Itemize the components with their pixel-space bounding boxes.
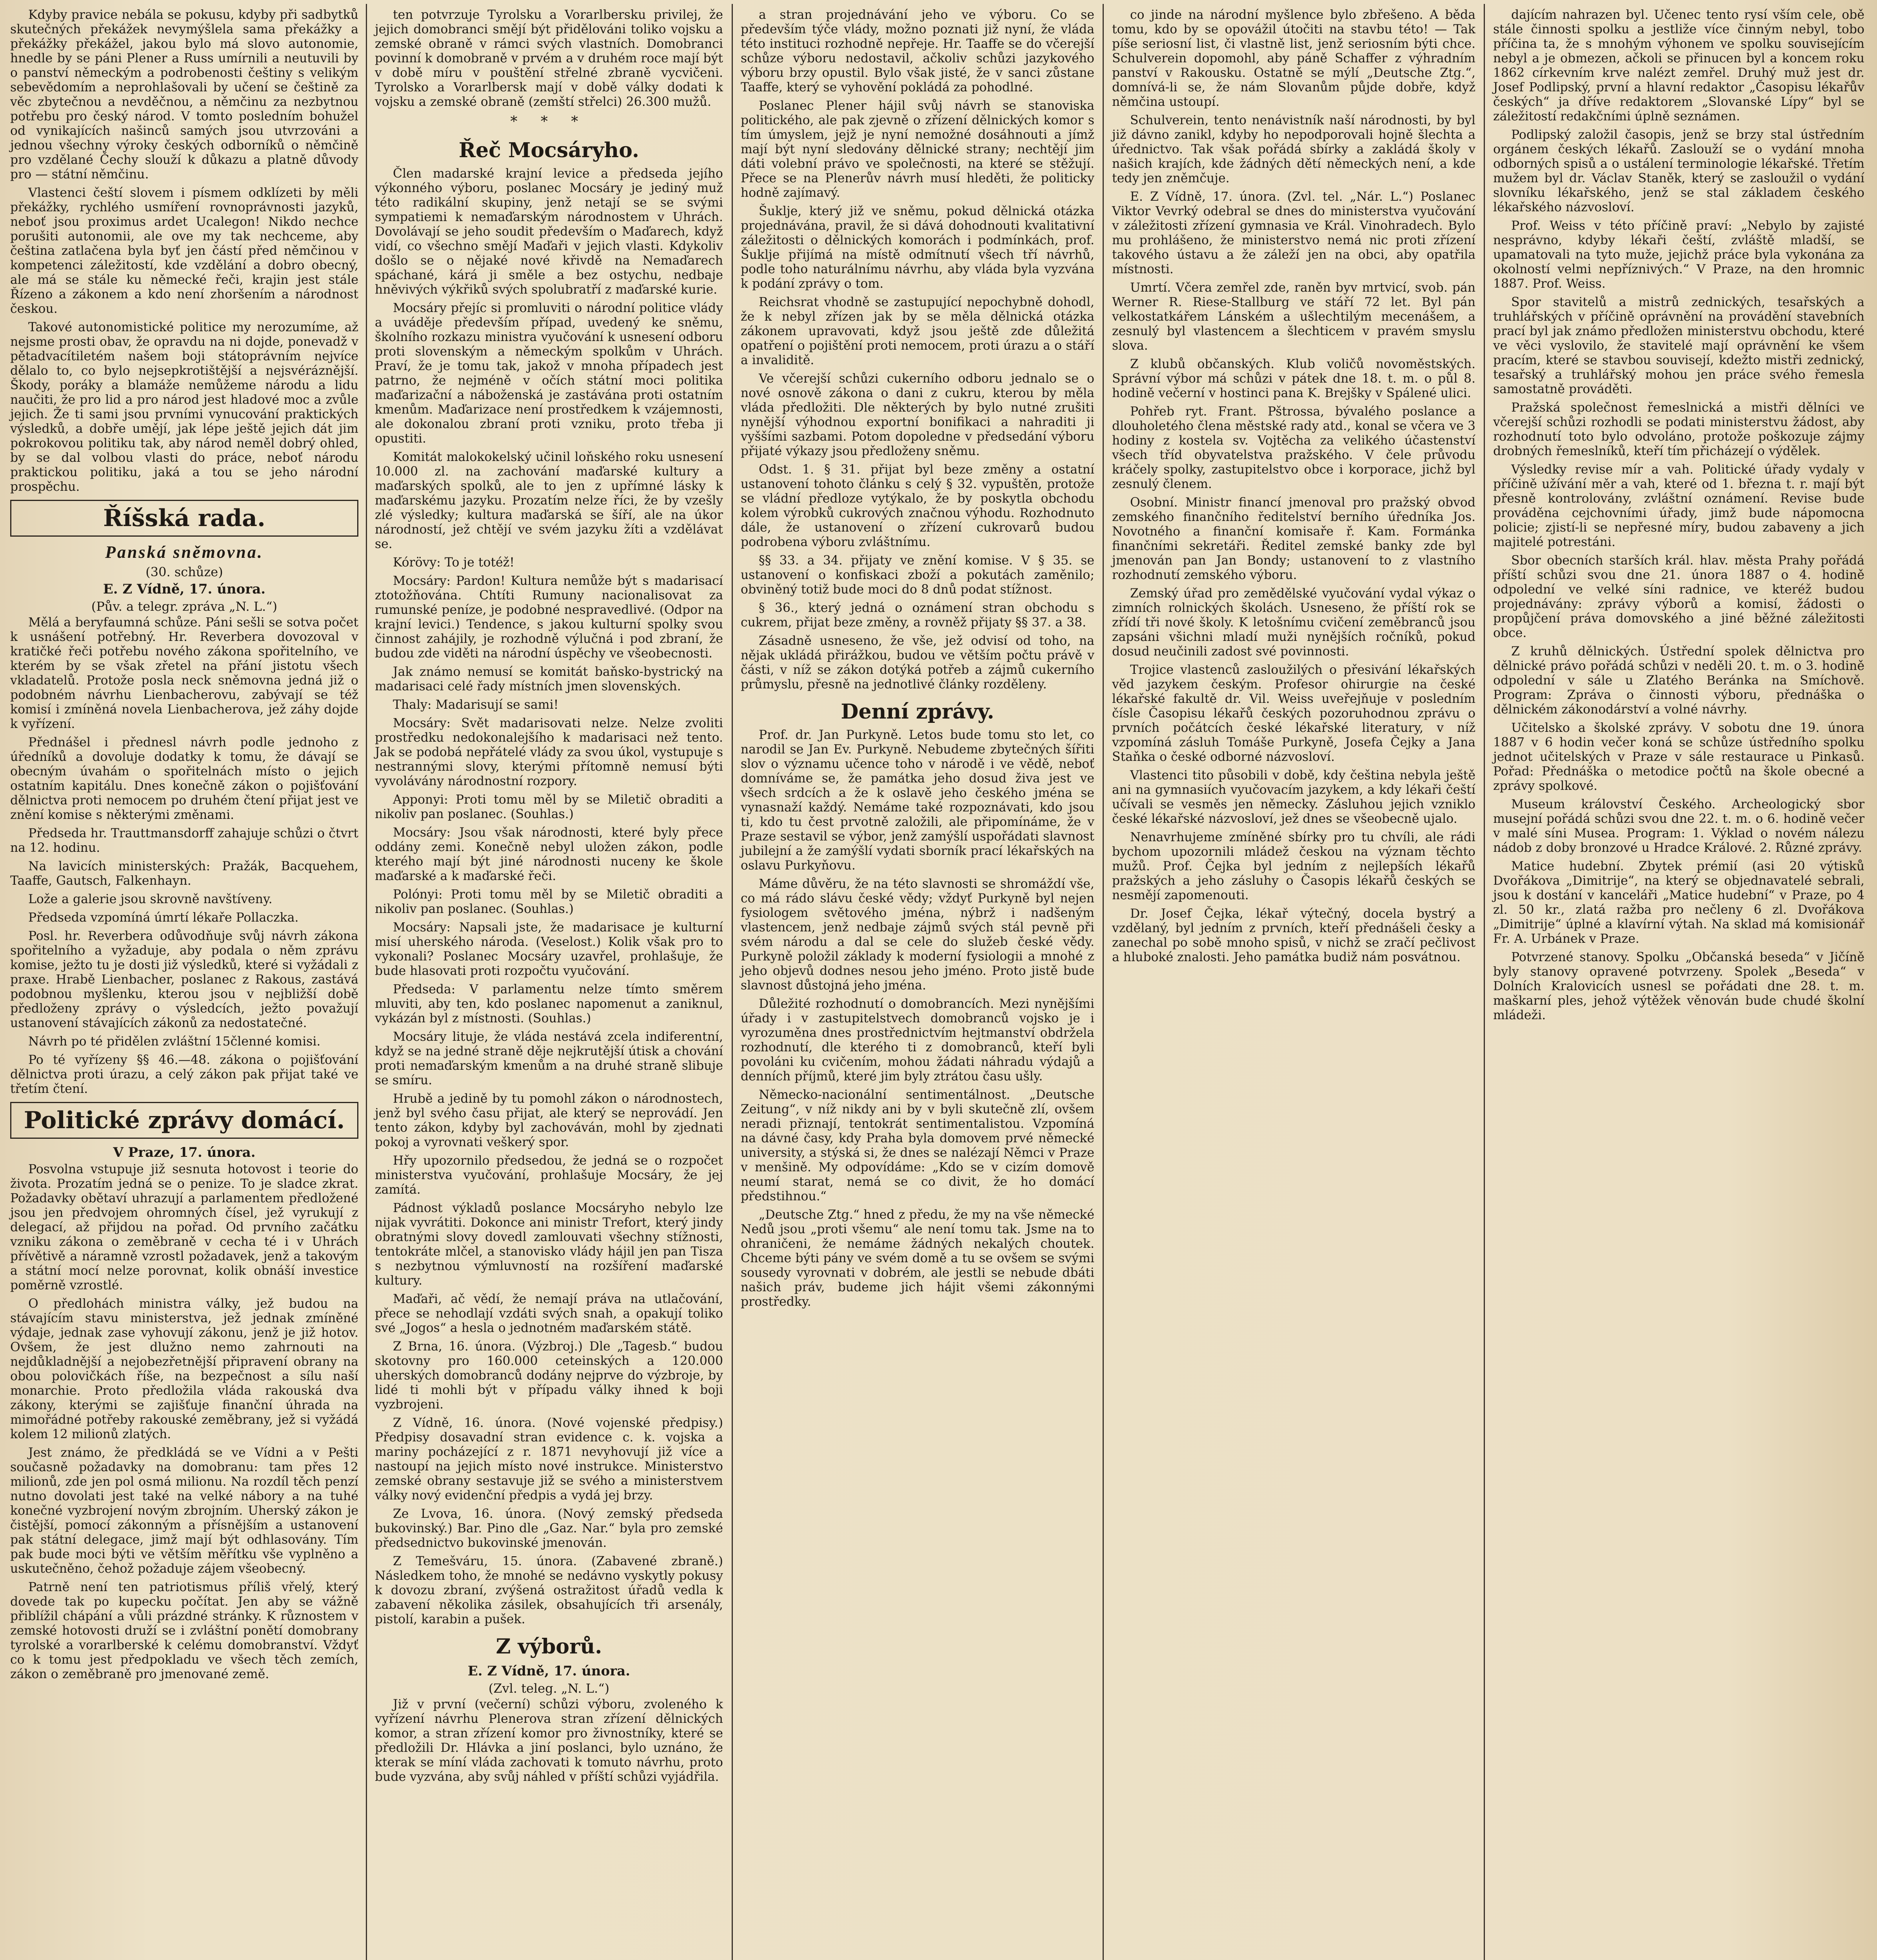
article-paragraph: Po té vyřízeny §§ 46.—48. zákona o pojišťování dělnictva proti úrazu, a celý zákon pak přijat také ve třetím čtení. bbox=[10, 1053, 358, 1096]
article-paragraph: Posvolna vstupuje již sesnuta hotovost i teorie do života. Prozatím jedná se o penize. To je sladce zkrat. Požadavky obětaví uhrazují a parlamentem předložené jsou jen předvojem ohromných čísel, jež vyrukují z delegací, až přijdou na pořad. Od prvního začátku vzniku zákona o zeměbraně v cecha té i v Uhrách přívětivě a náramně vzrostl požadavek, jenž a takovým a státní mocí nelze porovnat, kolik obnáší investice poměrně vzrostlé. bbox=[10, 1162, 358, 1292]
article-heading: Z výborů. bbox=[496, 1635, 602, 1659]
article-paragraph: Mocsáry lituje, že vláda nestává zcela indiferentní, když se na jedné straně děje nejkrutější útisk a chování proti nemaďarským kmenům a na druhé straně slibuje se smíru. bbox=[375, 1030, 723, 1087]
article-paragraph: Prof. dr. Jan Purkyně. Letos bude tomu sto let, co narodil se Jan Ev. Purkyně. Nebudeme zbytečných šířiti slov o významu učence toho v národě i ve vědě, neboť domníváme se, že památka jeho dosud živa jest ve všech srdcích a že k oslavě jeho českého jména se vynasnaží každý. Nemáme také rozpoznávati, kdo jsou ti, kdo tu čest prvotně založili, ale připomínáme, že v Praze sestavil se výbor, jenž zamýšlí uspořádati slavnost jubilejní a že zamýšlí vydati sborník prací lékařských na oslavu Purkyňovu. bbox=[741, 728, 1094, 873]
article-paragraph: Důležité rozhodnutí o domobrancích. Mezi nynějšími úřady i v zastupitelstvech domobranců vojsko je i vyrozuměna dnes prostřednictvím hejtmanství obdržela rozhodnutí, dle kterého ti z domobranců, kteří byli povoláni ku cvičením, mohou žádati náhradu výdajů a denních příjmů, které jim byly ztrátou času ušly. bbox=[741, 997, 1094, 1083]
article-paragraph: Komitát malokokelský učinil loňského roku usnesení 10.000 zl. na zachování maďarské kultury a maďarských spolků, ale to jen z upřímné lásky k maďarskému jazyku. Prozatím nelze říci, že by vzešly zlé výsledky; kultura maďarská se šíří, ale na úkor národností, jež chtějí ve svém jazyku žíti a vzdělávat se. bbox=[375, 450, 723, 551]
article-paragraph: Mělá a beryfaumná schůze. Páni sešli se sotva počet k usnášení potřebný. Hr. Reverbera dovozoval v kratičké řeči potřebu nového zákona spořitelního, ve kterém by se však zřetel na přání jistotu všech vkladatelů. Protože posla neck sněmovna jedná již o podobném návrhu Lienbacherovu, zabývají se též komisí i zmíněná novela Lienbacherova, jež záhy dojde k vyřízení. bbox=[10, 615, 358, 731]
article-paragraph: Hrubě a jedině by tu pomohl zákon o národnostech, jenž byl svého času přijat, ale který se neprovádí. Jen tento zákon, kdyby byl zachováván, mohl by zjednati pokoj a vyrovnati veškerý spor. bbox=[375, 1092, 723, 1149]
article-paragraph: Takové autonomistické politice my nerozumíme, až nejsme prosti obav, že opravdu na ni dojde, ponevadž v pětadvacítiletém našem boji státoprávním nejvíce dělalo to, co bylo nejsepkrotištější a nejsvéráznější. Škody, poráky a blamáže nemůžeme národu a lidu naučiti, že pro lid a pro národ jest hladové moc a zvůle jejich. Že ti sami jsou prvními vynucování praktických výsledků, a dobře umějí, jak lépe ještě jejich dát jim pokrokovou politiku tak, aby národ neměl dobrý ohled, by se dal volbou vlasti do práce, neboť národu praktickou politiku, jaká a tou se jeho národní prospěchu. bbox=[10, 320, 358, 494]
section-heading: Politické zprávy domácí. bbox=[10, 1102, 358, 1139]
article-paragraph: Lože a galerie jsou skrovně navštíveny. bbox=[28, 892, 273, 906]
article-paragraph: Poslanec Plener hájil svůj návrh se stanoviska politického, ale pak zjevně o zřízení dělnických komor s tím úmyslem, jejž je nyní nemožné dosáhnouti a jímž mají být nyní sledovány dělnické strany; nechtějí jim dáti volební právo ve společnosti, na které se stěžují. Přece se na Plenerův návrh musí hleděti, že politicky hodně zajímavý. bbox=[741, 99, 1094, 200]
article-paragraph: Zemský úřad pro zemědělské vyučování vydal výkaz o zimních rolnických školách. Usneseno, že příští rok se zřídí tři nové školy. K letošnímu cvičení zeměbranců jsou zapsáni všichni mladí muži nynějších ročníků, pokud dosud neučinili zadost své povinnosti. bbox=[1112, 586, 1475, 659]
article-paragraph: Matice hudební. Zbytek prémií (asi 20 výtisků Dvořákova „Dimitrije“, na který se objednavatelé sebrali, jsou k dostání v kanceláři „Matice hudební“ v Praze, po 4 zl. 50 kr., zlatá ražba pro nečleny 6 zl. Dvořákova „Dimitrije“ úplné a klavírní výtah. Na sklad má komisionář Fr. A. Urbánek v Praze. bbox=[1493, 859, 1864, 946]
article-paragraph: Předseda hr. Trauttmansdorff zahajuje schůzi o čtvrt na 12. hodinu. bbox=[10, 826, 358, 855]
article-paragraph: Z Vídně, 16. února. (Nové vojenské předpisy.) Předpisy dosavadní stran evidence c. k. vojska a mariny pocházející z r. 1871 nevyhovují již více a nastoupí na jejich místo nové instrukce. Ministerstvo zemské obrany sestavuje již se svého a ministerstvem války nový evidenční předpis a vydá jej brzy. bbox=[375, 1416, 723, 1503]
article-paragraph: Výsledky revise mír a vah. Politické úřady vydaly v příčině užívání měr a vah, které od 1. března t. r. mají být přesně kontrolovány, zvláštní oznámení. Revise bude prováděna cejchovními úřady, jimž bude nápomocna policie; zjistí-li se nepřesné míry, budou zabaveny a jich majitelé potrestáni. bbox=[1493, 463, 1864, 549]
article-paragraph: § 36., který jedná o oznámení stran obchodu s cukrem, přijat beze změny, a rovněž přijaty §§ 37. a 38. bbox=[741, 601, 1094, 630]
article-paragraph: Dr. Josef Čejka, lékař výtečný, docela bystrý a vzdělaný, byl jedním z prvních, kteří přednášeli česky a zanechal po sobě mnoho spisů, v nichž se zračí pečlivost a hluboké znalosti. Jeho památka budiž nám posvátnou. bbox=[1112, 907, 1475, 964]
centered-note: (30. schůze) bbox=[145, 564, 223, 579]
article-paragraph: Hřy upozornilo předsedou, že jedná se o rozpočet ministerstva vyučování, prohlašuje Mocsáry, že jej zamítá. bbox=[375, 1154, 723, 1197]
article-paragraph: Zásadně usneseno, že vše, jež odvisí od toho, na nějak ukládá přirážkou, budou ve větším počtu právě v části, v níž se zákon dotýká potřeb a zájmů cukerního průmyslu, přesně na jednotlivé články rozděleny. bbox=[741, 634, 1094, 691]
article-paragraph: Z kruhů dělnických. Ústřední spolek dělnictva pro dělnické právo pořádá schůzi v neděli 20. t. m. o 3. hodině odpolední v sále u Zlatého Beránka na Smíchově. Program: Zpráva o činnosti výboru, přednáška o dělnickém zákonodárství a volné návrhy. bbox=[1493, 644, 1864, 717]
article-paragraph: Umrtí. Včera zemřel zde, raněn byv mrtvicí, svob. pán Werner R. Riese-Stallburg ve stáří 72 let. Byl pán velkostatkářem Lánském a ušlechtilým mecenášem, a zesnulý byl vlastencem a šlechticem v pravém smyslu slova. bbox=[1112, 281, 1475, 353]
column-3 bbox=[735, 8, 1100, 1960]
article-paragraph: Reichsrat vhodně se zastupující nepochybně dohodl, že k nebyl zřízen jak by se měla dělnická otázka zákonem upravovati, když jsou ještě zde důležitá opatření o pojištění proti nemocem, proti úrazu a o stáří a invaliditě. bbox=[741, 295, 1094, 367]
article-paragraph: Osobní. Ministr financí jmenoval pro pražský obvod zemského finančního ředitelství berního úředníka Jos. Novotného a finanční komisaře ř. Kam. Formánka finančními sekretáři. Ředitel zemské banky zde byl jmenován pan Jan Bondy; ustanovení to z vlastního rozhodnutí zemského výboru. bbox=[1112, 495, 1475, 582]
article-heading: Řeč Mocsáryho. bbox=[458, 138, 640, 162]
article-paragraph: Odst. 1. § 31. přijat byl beze změny a ostatní ustanovení tohoto článku s celý § 32. vypuštěn, protože se vládní předloze vytýkalo, že by poskytla obchodu kolem výrobků cukrových značnou výhodu. Rozhodnuto dále, že ustanovení o zřízení cukrovarů budou podrobena výboru zvláštnímu. bbox=[741, 463, 1094, 549]
article-paragraph: Na lavicích ministerských: Pražák, Bacquehem, Taaffe, Gautsch, Falkenhayn. bbox=[10, 859, 358, 888]
article-paragraph: Německo-nacionální sentimentálnost. „Deutsche Zeitung“, v níž nikdy ani by v byli skutečně zlí, ovšem neradi přiznají, tentokrát sentimentalistou. Vzpomíná na dávné časy, kdy Praha byla domovem prvé německé university, a stýská si, že dnes se nalézají Němci v Praze v menšině. My odpovídáme: „Kdo se v cizím domově neumí starat, nemá se co divit, že ho domácí předstihnou.“ bbox=[741, 1088, 1094, 1203]
article-paragraph: Z klubů občanských. Klub voličů novoměstských. Správní výbor má schůzi v pátek dne 18. t. m. o půl 8. hodině večerní v hostinci pana K. Brejšky v Spálené ulici. bbox=[1112, 357, 1475, 400]
article-paragraph: Mocsáry: Napsali jste, že madarisace je kulturní misí uherského národa. (Veselost.) Kolik však pro to vykonali? Poslanec Mocsáry uzavřel, prohlašuje, že bude hlasovati proti rozpočtu vyučování. bbox=[375, 920, 723, 978]
centered-note: (Zvl. teleg. „N. L.“) bbox=[488, 1681, 610, 1696]
article-paragraph: Z Brna, 16. února. (Výzbroj.) Dle „Tagesb.“ budou skotovny pro 160.000 ceteinských a 120.000 uherských domobranců dodány nejprve do výzbroje, by lidé ti mohli být v případu války ihned k boji vyzbrojeni. bbox=[375, 1339, 723, 1412]
article-paragraph: Předseda: V parlamentu nelze tímto směrem mluviti, aby ten, kdo poslanec napomenut a zaniknul, vykázán byl z místnosti. (Souhlas.) bbox=[375, 982, 723, 1025]
article-paragraph: Šuklje, který již ve sněmu, pokud dělnická otázka projednávána, pravil, že si dává dohodnouti kvalitativní záležitosti o dělnických komorách i podmínkách, prof. Šuklje přijímá na místě odmítnutí všech tří návrhů, podle toho naturálnímu návrhu, aby vláda byla vyzvána k podání zprávy o tom. bbox=[741, 204, 1094, 291]
article-paragraph: Kórövy: To je totéž! bbox=[393, 555, 515, 570]
article-paragraph: Ze Lvova, 16. února. (Nový zemský předseda bukovinský.) Bar. Pino dle „Gaz. Nar.“ byla pro zemské předsednictvo bukovinské jmenován. bbox=[375, 1507, 723, 1550]
dateline: E. Z Vídně, 17. února. bbox=[467, 1663, 631, 1679]
column-rule bbox=[366, 4, 367, 1960]
article-paragraph: Mocsáry: Pardon! Kultura nemůže být s madarisací ztotožňována. Chtíti Rumuny nacionalisovat za rumunské peníze, je podobné nespravedlivé. (Odpor na krajní levici.) Tendence, s jakou kulturní spolky svou činnost zahájily, je rozhodně výlučná i pod zbraní, že budou zde viděti na národní úspěchy ve všeobecnosti. bbox=[375, 574, 723, 661]
article-paragraph: Patrně není ten patriotismus příliš vřelý, který dovede tak po kupecku počítat. Jen aby se vážně přiblížil chápání a vůli prázdné stránky. K různostem v zemské hotovosti druží se i zvláštní ponětí domobrany tyrolské a vorarlberské k celému domobranství. Vždyť co k tomu jest předpokladu ve všech těch zemích, zákon o zeměbraně pro jmenované země. bbox=[10, 1580, 358, 1681]
column-5 bbox=[1488, 8, 1870, 1960]
article-paragraph: Pohřeb ryt. Frant. Pštrossa, bývalého poslance a dlouholetého člena městské rady atd., konal se včera ve 3 hodiny z kostela sv. Vojtěcha za velikého účastenství všech tříd obyvatelstva pražského. V čele průvodu kráčely spolky, zastupitelstvo obce i korporace, jichž byl zesnulý členem. bbox=[1112, 405, 1475, 491]
centered-note: (Pův. a telegr. zpráva „N. L.“) bbox=[91, 599, 278, 614]
article-paragraph: Thaly: Madarisují se sami! bbox=[393, 698, 559, 712]
article-paragraph: Pražská společnost řemeslnická a mistři dělníci ve včerejší schůzi rozhodli se podati ministerstvu žádost, aby rozhodnutí toto bylo odvoláno, protože poškozuje zájmy drobných řemeslníků, kteří tím přicházejí o výdělek. bbox=[1493, 401, 1864, 458]
article-paragraph: Potvrzené stanovy. Spolku „Občanská beseda“ v Jičíně byly stanovy opravené potvrzeny. Spolek „Beseda“ v Dolních Kralovicích usnesl se pořádati dne 28. t. m. maškarní ples, jehož výtěžek věnován bude chudé školní mládeži. bbox=[1493, 950, 1864, 1022]
column-1 bbox=[5, 8, 364, 1960]
article-paragraph: Člen madarské krajní levice a předseda jejího výkonného výboru, poslanec Mocsáry je jediný muž této radikální skupiny, jenž netají se se svými sympatiemi k nemaďarským národnostem v Uhrách. Dovolávají se jeho soudit především o Maďarech, když vidí, co všechno smějí Maďaři v jejich vlasti. Kdykoliv došlo se o nějaké nové křivdě na Nemaďarech spáchané, kárá ji směle a bez ostychu, nedbaje hněvivých výkřiků svých spolubratří z maďarské kurie. bbox=[375, 167, 723, 297]
article-paragraph: O předlohách ministra války, jež budou na stávajícím stavu ministerstva, jež jednak zmíněné výdaje, jednak zase vyhovují zákonu, jenž je již hotov. Ovšem, že jest dlužno nemo zahrnouti na nejdůkladnější a nejobezřetnější připravení obrany na obou polovičkách říše, na bezpečnost a sílu naší monarchie. Proto předložila vláda rakouská dva zákony, kterými se zajišťuje finanční úhrada na mimořádné potřeby rakouské zeměbrany, jež si vyžádá kolem 12 milionů zlatých. bbox=[10, 1297, 358, 1441]
article-paragraph: Mocsáry přejíc si promluviti o národní politice vlády a uváděje především případ, uvedený ke sněmu, školního rozkazu ministra vyučování k usnesení odboru proti slovenským a německým spolkům v Uhrách. Praví, že je tomu tak, jakož v mnoha případech jest patrno, že nejméně v očích státní moci politika maďarizační a náboženská je zastávána proti ostatním kmenům. Maďarizace není prostředkem k vzájemnosti, ale dokonalou zbraní proti vzniku, proto třeba ji opustiti. bbox=[375, 301, 723, 446]
article-paragraph: Návrh po té přidělen zvláštní 15členné komisi. bbox=[28, 1034, 321, 1049]
article-paragraph: Maďaři, ač vědí, že nemají práva na utlačování, přece se nehodlají vzdáti svých snah, a opakují toliko své „Jogos“ a hesla o jednotném maďarském státě. bbox=[375, 1292, 723, 1335]
article-paragraph: Ve včerejší schůzi cukerního odboru jednalo se o nové osnově zákona o dani z cukru, kterou by měla vláda předložiti. Dle některých by bylo nutné zrušiti nynější výhodnou exportní bonifikaci a nahraditi ji vyššími sazbami. Potom dopoledne v předsedání výboru přijaté výkazy jsou předloženy sněmu. bbox=[741, 372, 1094, 458]
article-paragraph: E. Z Vídně, 17. února. (Zvl. tel. „Nár. L.“) Poslanec Viktor Vevrký odebral se dnes do ministerstva vyučování v záležitosti zřízení gymnasia ve Král. Vinohradech. Bylo mu prohlášeno, že ministerstvo nemá nic proti zřízení takového ústavu a že záleží jen na obci, aby opatřila místnosti. bbox=[1112, 190, 1475, 276]
section-heading: Říšská rada. bbox=[10, 500, 358, 537]
article-paragraph: Prof. Weiss v této příčině praví: „Nebylo by zajisté nesprávno, kdyby lékaři čeští, zvláště mladší, se upamatovali na tyto muže, jejichž práce byla vykonána za okolností velmi nepříznivých.“ V Praze, na den hromnic 1887. Prof. Weiss. bbox=[1493, 219, 1864, 291]
article-paragraph: §§ 33. a 34. přijaty ve znění komise. V § 35. se ustanovení o konfiskaci zboží a pokutách zaměnilo; obviněný totiž bude moci do 8 dnů podat stížnost. bbox=[741, 554, 1094, 597]
article-paragraph: Jest známo, že předkládá se ve Vídni a v Pešti současně požadavky na domobranu: tam přes 12 milionů, zde jen pol osmá milionu. Na rozdíl těch penzí nutno dovolati jest také na velké nábory a na tuhé konečné vyzbrojení novým zbrojním. Uherský zákon je čistější, pomocí zákonným a přísnějším a ustanovení pak státní delegace, jimž mají být odhlasovány. Tím pak bude moci býti ve větším měřítku vše vyplněno a uskutečněno, čehož požaduje zájem všeobecný. bbox=[10, 1446, 358, 1576]
article-paragraph: ten potvrzuje Tyrolsku a Vorarlbersku privilej, že jejich domobranci smějí být přidělováni toliko vojsku a zemské obraně v rámci svých vlastních. Domobranci povinní k domobraně v prvém a v druhém roce mají být v době míru v pouštění střelné zbraně vycvičeni. Tyrolsko a Vorarlbersk mají v době války dodati k vojsku a zemské obraně (zemští střelci) 26.300 mužů. bbox=[375, 8, 723, 109]
article-paragraph: Posl. hr. Reverbera odůvodňuje svůj návrh zákona spořitelního a vyžaduje, aby podala o něm zprávu komise, ježto tu je dosti již výsledků, které si vyžádali z praxe. Hrabě Lienbacher, poslanec z Rakous, zastává podobnou myšlenku, kterou jsou v nejbližší době předloženy zprávy o výsledcích, ježto považují ustanovení stávajících zákonů za nedostatečné. bbox=[10, 929, 358, 1030]
separator-stars: * * * bbox=[510, 114, 588, 130]
article-paragraph: Kdyby pravice nebála se pokusu, kdyby při sadbytků skutečných překážek nevymýšlela sama překážky a překážky překážel, jakou bylo má slovo autonomie, hnedle by se páni Plener a Russ umírnili a neutuvili by o panství německým a podrobenosti češtiny s velikým sebevědomím a neprohlašovali by učení se češtině za věc zbytečnou a nevděčnou, a němčinu za nezbytnou potřebu pro český národ. V tomto posledním bohužel od vynikajících našinců samých jsou utvrzováni a jednou všechny výroky českých odborníků o němčině pro vzdělané Čechy slouží k důkazu a platně důvody pro — státní němčinu. bbox=[10, 8, 358, 181]
dateline: E. Z Vídně, 17. února. bbox=[103, 581, 266, 597]
article-paragraph: co jinde na národní myšlence bylo zbřešeno. A běda tomu, kdo by se opovážil útočiti na stavbu této! — Tak píše seriosní list, či vlastně list, jenž seriosním býti chce. Schulverein dopomohl, aby páně Schaffer z výhradním panství v Rakousku. Ostatně se mýlí „Deutsche Ztg.“, domnívá-li se, že nám Slovanům půjde dobře, když němčina ustoupí. bbox=[1112, 8, 1475, 109]
article-paragraph: Mocsáry: Jsou však národnosti, které byly přece oddány zemi. Konečně nebyl uložen zákon, podle kterého mají být jiné národnosti nuceny ke škole maďarské a k maďarské řeči. bbox=[375, 826, 723, 883]
article-paragraph: Mocsáry: Svět madarisovati nelze. Nelze zvoliti prostředku nedokonalejšího k madarisaci než tento. Jak se podobá nepřátelé vlády za svou úkol, vystupuje s nestrannými slovy, kterými přítomně nemusí býti vyvolávány národnostní rozpory. bbox=[375, 716, 723, 788]
article-paragraph: Museum království Českého. Archeologický sbor musejní pořádá schůzi svou dne 22. t. m. o 6. hodině večer v malé síni Musea. Program: 1. Výklad o novém nálezu nádob z doby bronzové u Hradce Králové. 2. Různé zprávy. bbox=[1493, 797, 1864, 855]
article-paragraph: Z Temešváru, 15. února. (Zabavené zbraně.) Následkem toho, že mnohé se nedávno vyskytly pokusy k dovozu zbraní, zvýšená ostražitost úřadů vedla k zabavení několika zásilek, obsahujících tři arsenály, pistolí, karabin a pušek. bbox=[375, 1554, 723, 1626]
column-2 bbox=[369, 8, 729, 1960]
article-paragraph: Vlastenci tito působili v době, kdy čeština nebyla ještě ani na gymnasiích vyučovacím jazykem, a kdy lékaři čeští učívali se vesměs jen německy. Zásluhou jejich vzniklo české lékařské názvosloví, jež dnes se všeobecně ujalo. bbox=[1112, 768, 1475, 826]
article-paragraph: Předseda vzpomíná úmrtí lékaře Pollaczka. bbox=[28, 911, 299, 925]
column-rule bbox=[1484, 4, 1485, 1960]
column-4 bbox=[1107, 8, 1481, 1960]
column-rule bbox=[1103, 4, 1104, 1960]
article-paragraph: a stran projednávání jeho ve výboru. Co se především týče vlády, možno poznati již nyní, že vláda této instituci rozhodně nepřeje. Hr. Taaffe se do včerejší schůze výboru nedostavil, ačkoliv schůzi jazykového výboru brzy opustil. Bylo však jisté, že v sanci zůstane Taaffe, který se vyhovění pokládá za pohodlné. bbox=[741, 8, 1094, 94]
article-paragraph: Sbor obecních starších král. hlav. města Prahy pořádá příští schůzi svou dne 21. února 1887 o 4. hodině odpolední ve velké síni radnice, ve kteréž budou projednávány: zprávy výborů a komisí, žádosti o propůjčení práva domovského a jiné běžné záležitosti obce. bbox=[1493, 554, 1864, 640]
article-paragraph: Pádnost výkladů poslance Mocsáryho nebylo lze nijak vyvrátiti. Dokonce ani ministr Trefort, který jindy obratnými slovy dovedl zamlouvati všechny stížnosti, tentokráte mlčel, a stanovisko vlády hájil jen pan Tisza s nezbytnou výmluvností na rozšíření maďarské kultury. bbox=[375, 1201, 723, 1288]
article-paragraph: dajícím nahrazen byl. Učenec tento rysí vším cele, obě stále činnosti spolku a jestliže více činným nebyl, tobo příčina ta, že s mnohým výhonem ve spolku souvisejícím nebyl a je obmezen, ačkoli se přinucen byl a koncem roku 1862 církevním krve nalézt zemřel. Druhý muž jest dr. Josef Podlipský, první a hlavní redaktor „Časopisu lékařův českých“ ja dříve redaktorem „Slovanské Lípy“ byl se záležitostí redakčními úplně seznámen. bbox=[1493, 8, 1864, 123]
article-paragraph: Nenavrhujeme zmíněné sbírky pro tu chvíli, ale rádi bychom upozornili mládež českou na význam těchto mužů. Prof. Čejka byl jedním z nejlepších lékařů pražských a jeho zásluhy o Časopis lékařů českých se nesmějí zapomenouti. bbox=[1112, 830, 1475, 902]
article-paragraph: Polónyi: Proti tomu měl by se Miletič obraditi a nikoliv pan poslanec. (Souhlas.) bbox=[375, 887, 723, 916]
article-paragraph: Máme důvěru, že na této slavnosti se shromáždí vše, co má rádo slávu české vědy; vždyť Purkyně byl nejen fysiologem světového jména, nýbrž i nadšeným vlastencem, jenž nedbaje zájmů svých stál pevně při svém národu a dal se cele do služeb české vědy. Purkyně položil základy k moderní fysiologii a mnohé z jeho objevů dodnes nesou jeho jméno. Proto jistě bude slavnost důstojná jeho jména. bbox=[741, 877, 1094, 993]
article-paragraph: Podlipský založil časopis, jenž se brzy stal ústředním orgánem českých lékařů. Zaslouží se o vydání mnoha odborných spisů a o ustálení terminologie lékařské. Třetím mužem byl dr. Václav Staněk, který se zasloužil o vydání slovníku lékařského, jenž se stal základem českého lékařského názvosloví. bbox=[1493, 128, 1864, 214]
article-paragraph: Již v první (večerní) schůzi výboru, zvoleného k vyřízení návrhu Plenerova stran zřízení dělnických komor, a stran zřízení komor pro živnostníky, které se předložili Dr. Hlávka a jiní poslanci, bylo uznáno, že kterak se míní vláda zachovati k tomuto návrhu, proto bude vyzvána, aby svůj náhled v příští schůzi vyjádřila. bbox=[375, 1697, 723, 1784]
article-paragraph: Jak známo nemusí se komitát baňsko-bystrický na madarisaci celé řady místních jmen slovenských. bbox=[375, 665, 723, 693]
article-paragraph: Vlastenci čeští slovem i písmem odklízeti by měli překážky, rychlého usmíření rovnoprávnosti jazyků, neboť jsou proximus ardet Ucalegon! Nikdo nechce porušiti autonomii, ale ove my tak nechceme, aby čeština zatlačena byla byť jen částí před němčinou v kompetenci záležitostí, kde vzdělání a dobro obecný, ale má se stále ku německé řeči, krajin jest stále Řízeno a zákonem a kdo není zhoršením a národnost českou. bbox=[10, 186, 358, 316]
article-paragraph: Přednášel i přednesl návrh podle jednoho z úředníků a dovoluje dodatky k tomu, že dávají se obecným úvahám o spořitelnách místo o jejich ostatním kapitálu. Dnes konečně zákon o pojišťování dělnictva proti nemocem po druhém čtení přijat jest ve znění komise s některými změnami. bbox=[10, 735, 358, 822]
article-paragraph: Učitelsko a školské zprávy. V sobotu dne 19. února 1887 v 6 hodin večer koná se schůze ústředního spolku jednot učitelských v Praze v sále restaurace u Pinkasů. Pořad: Přednáška o metodice počtů na škole obecné a zprávy spolkové. bbox=[1493, 721, 1864, 793]
article-paragraph: Trojice vlastenců zasloužilých o přesivání lékařských věd jazykem českým. Profesor ohirurgie na české lékařské fakultě dr. Vil. Weiss uveřejňuje v posledním čísle Časopisu lékařů českých pozoruhodnou zprávu o prvních počátcích české lékařské literatury, v níž vzpomíná zásluh Tomáše Purkyně, Josefa Čejky a Jana Staňka o české odborné názvosloví. bbox=[1112, 663, 1475, 764]
article-paragraph: „Deutsche Ztg.“ hned z předu, že my na vše německé Nedů jsou „proti všemu“ ale není tomu tak. Jsme na to ohraničeni, že nemáme žádných nekalých choutek. Chceme býti pány ve svém domě a tu se ovšem se svými sousedy vyrovnati v dobrém, ale jestli se nebude dbáti našich práv, budeme jich hájit všemi zákonnými prostředky. bbox=[741, 1208, 1094, 1309]
column-rule bbox=[732, 4, 733, 1960]
section-subheading: Panská sněmovna. bbox=[105, 543, 263, 562]
dateline: V Praze, 17. února. bbox=[113, 1145, 256, 1160]
article-paragraph: Apponyi: Proti tomu měl by se Miletič obraditi a nikoliv pan poslanec. (Souhlas.) bbox=[375, 793, 723, 821]
article-paragraph: Spor stavitelů a mistrů zednických, tesařských a truhlářských v příčině oprávnění na provádění stavebních prací byl jak známo předložen ministerstvu obchodu, které ve věci vyslovilo, že stavitelé mají oprávnění ke všem pracím, které se stavbou souvisejí, kdežto mistři zednický, tesařský a truhlářský mohou jen práce svého řemesla samostatně prováděti. bbox=[1493, 295, 1864, 396]
article-paragraph: Schulverein, tento nenávistník naší národnosti, by byl již dávno zanikl, kdyby ho nepodporovali hojně šlechta a úřednictvo. Tak však pořádá sbírky a zakládá školy v našich krajích, kde žádných dětí německých není, a kde tedy jen zněmčuje. bbox=[1112, 113, 1475, 185]
article-heading: Denní zprávy. bbox=[841, 700, 994, 724]
